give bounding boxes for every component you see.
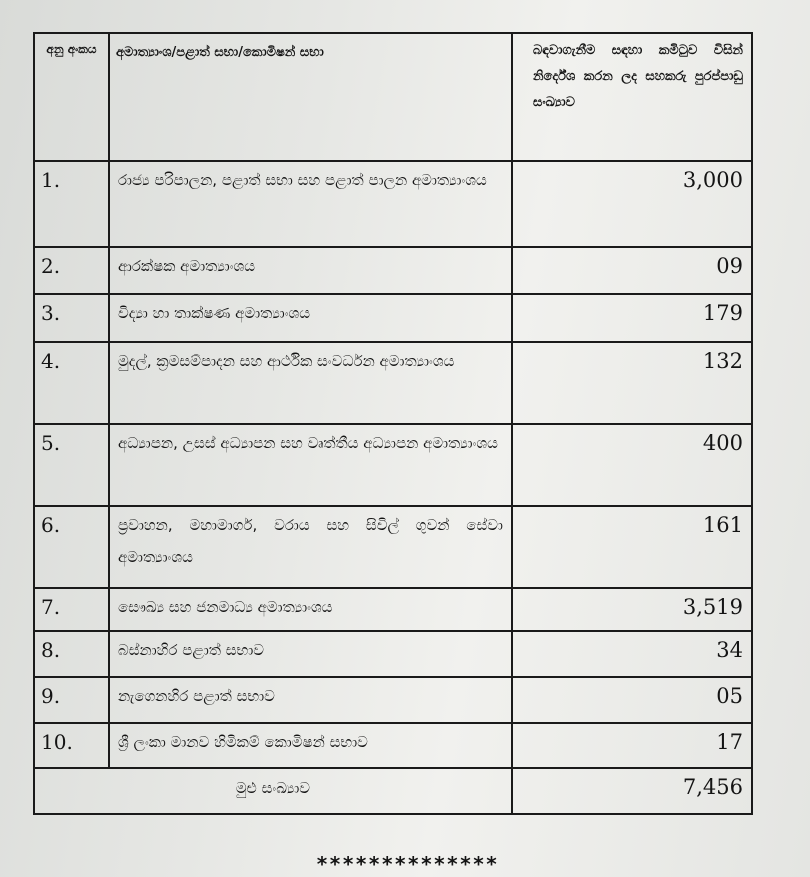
- table-row: [34, 723, 752, 768]
- table-row: [34, 161, 752, 247]
- end-separator: **************: [316, 852, 499, 876]
- table-row: [34, 424, 752, 506]
- table-header-row: [34, 33, 752, 161]
- row-number: 6.: [34, 506, 109, 588]
- table-row: [34, 631, 752, 677]
- row-entity: විද්‍යා හා තාක්ෂණ අමාත්‍යාංශය: [109, 294, 512, 342]
- row-count: 05: [512, 677, 752, 723]
- header-entity: අමාත්‍යාංශ/පළාත් සභා/කොමිෂන් සභා: [109, 33, 512, 161]
- row-count: 09: [512, 247, 752, 294]
- row-entity: අධ්‍යාපන, උසස් අධ්‍යාපන සහ වෘත්තීය අධ්‍යාපන අමාත්‍යාංශය: [109, 424, 512, 506]
- total-count: 7,456: [512, 768, 752, 814]
- vacancy-table: [33, 32, 753, 815]
- row-count: 3,000: [512, 161, 752, 247]
- table-total-row: [34, 768, 752, 814]
- row-count: 400: [512, 424, 752, 506]
- row-entity: ප්‍රවාහන, මහාමාර්ග, වරාය සහ සිවිල් ගුවන් සේවා අමාත්‍යාංශය: [109, 506, 512, 588]
- row-entity: ශ්‍රී ලංකා මානව හිමිකම් කොමිෂන් සභාව: [109, 723, 512, 768]
- row-number: 3.: [34, 294, 109, 342]
- row-number: 1.: [34, 161, 109, 247]
- row-count: 161: [512, 506, 752, 588]
- row-number: 2.: [34, 247, 109, 294]
- row-count: 17: [512, 723, 752, 768]
- row-entity: බස්නාහිර පළාත් සභාව: [109, 631, 512, 677]
- row-entity: ආරක්ෂක අමාත්‍යාංශය: [109, 247, 512, 294]
- row-entity: නැගෙනහිර පළාත් සභාව: [109, 677, 512, 723]
- table-row: [34, 247, 752, 294]
- row-number: 9.: [34, 677, 109, 723]
- row-number: 10.: [34, 723, 109, 768]
- table-row: [34, 506, 752, 588]
- row-entity: මුදල්, ක්‍රමසම්පාදන සහ ආර්ථික සංවර්ධන අමාත්‍යාංශය: [109, 342, 512, 424]
- row-number: 5.: [34, 424, 109, 506]
- row-number: 4.: [34, 342, 109, 424]
- table-row: [34, 677, 752, 723]
- header-vacancy-count: බඳවාගැනීම සඳහා කමිටුව විසින් නිර්දේශ කරන ලද සහකරු පුරප්පාඩු සංඛ්‍යාව: [512, 33, 752, 161]
- row-count: 3,519: [512, 588, 752, 631]
- table-row: [34, 588, 752, 631]
- total-label: මුළු සංඛ්‍යාව: [34, 768, 512, 814]
- header-serial-number: අනු අංකය: [34, 33, 109, 161]
- row-count: 132: [512, 342, 752, 424]
- row-entity: රාජ්‍ය පරිපාලන, පළාත් සභා සහ පළාත් පාලන අමාත්‍යාංශය: [109, 161, 512, 247]
- row-number: 7.: [34, 588, 109, 631]
- row-count: 34: [512, 631, 752, 677]
- row-count: 179: [512, 294, 752, 342]
- table-row: [34, 342, 752, 424]
- row-number: 8.: [34, 631, 109, 677]
- table-row: [34, 294, 752, 342]
- row-entity: සෞඛ්‍ය සහ ජනමාධ්‍ය අමාත්‍යාංශය: [109, 588, 512, 631]
